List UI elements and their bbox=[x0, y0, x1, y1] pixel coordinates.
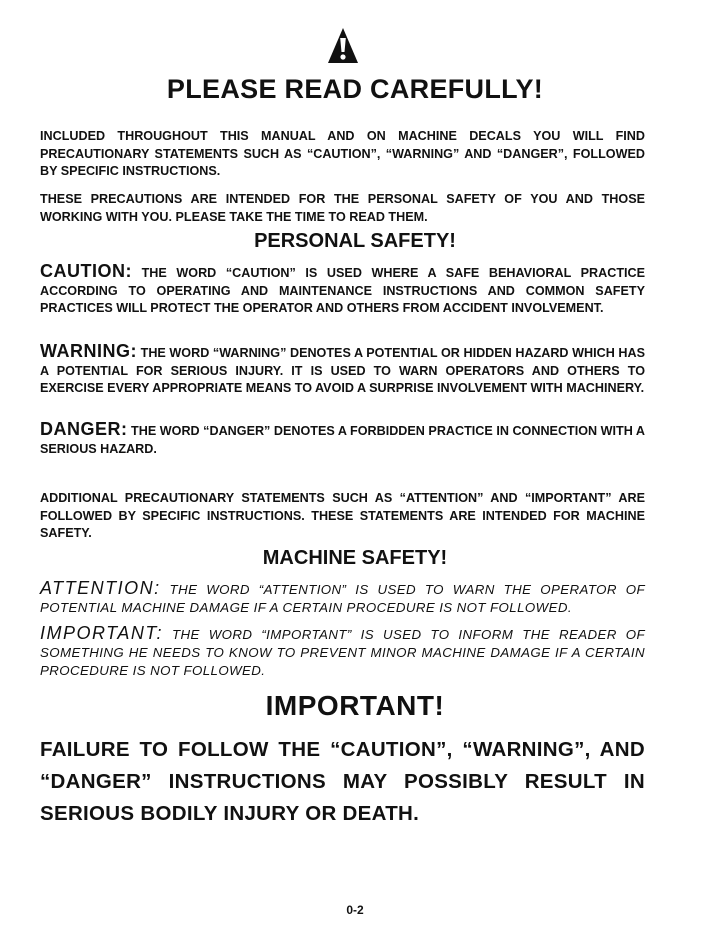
caution-paragraph bbox=[40, 263, 645, 318]
attention-paragraph bbox=[40, 579, 645, 617]
warning-paragraph bbox=[40, 343, 645, 398]
attention-term: ATTENTION: bbox=[40, 578, 161, 598]
additional-paragraph: ADDITIONAL PRECAUTIONARY STATEMENTS SUCH AS “ATTENTION” AND “IMPORTANT” ARE FOLLOWED BY SPECIFIC INSTRUCTIONS. THESE STATEMENTS ARE INTENDED FOR MACHINE SAFETY. bbox=[40, 491, 645, 540]
machine-safety-heading: MACHINE SAFETY! bbox=[262, 547, 448, 569]
caution-text: THE WORD “CAUTION” IS USED WHERE A SAFE BEHAVIORAL PRACTICE ACCORDING TO OPERATING AND MAINTENANCE INSTRUCTIONS AND COMMON SAFETY PRACTICES WILL PROTECT THE OPERATOR AND OTHERS FROM ACCIDENT INVOLVEMENT. bbox=[40, 266, 646, 315]
caution-term: CAUTION: bbox=[40, 261, 132, 281]
intro-paragraph-1: INCLUDED THROUGHOUT THIS MANUAL AND ON MACHINE DECALS YOU WILL FIND PRECAUTIONARY STATEMENTS SUCH AS “CAUTION”, “WARNING” AND “DANGER”, FOLLOWED BY SPECIFIC INSTRUCTIONS. bbox=[40, 129, 645, 178]
important-text: THE WORD “IMPORTANT” IS USED TO INFORM THE READER OF SOMETHING HE NEEDS TO KNOW TO PREVENT MINOR MACHINE DAMAGE IF A CERTAIN PROCEDURE IS NOT FOLLOWED. bbox=[40, 627, 645, 678]
personal-safety-heading: PERSONAL SAFETY! bbox=[254, 230, 456, 252]
page-number: 0-2 bbox=[346, 903, 364, 917]
important-notice-text: FAILURE TO FOLLOW THE “CAUTION”, “WARNING”, AND “DANGER” INSTRUCTIONS MAY POSSIBLY RESULT IN SERIOUS BODILY INJURY OR DEATH. bbox=[40, 738, 645, 825]
warning-term: WARNING: bbox=[40, 341, 137, 361]
danger-text: THE WORD “DANGER” DENOTES A FORBIDDEN PRACTICE IN CONNECTION WITH A SERIOUS HAZARD. bbox=[40, 424, 645, 456]
important-heading: IMPORTANT! bbox=[265, 690, 445, 721]
important-term: IMPORTANT: bbox=[40, 623, 163, 643]
page-title: PLEASE READ CAREFULLY! bbox=[166, 74, 544, 104]
warning-triangle-icon bbox=[327, 27, 359, 65]
danger-paragraph bbox=[40, 421, 645, 458]
important-paragraph bbox=[40, 624, 645, 680]
intro-paragraph-2: THESE PRECAUTIONS ARE INTENDED FOR THE PERSONAL SAFETY OF YOU AND THOSE WORKING WITH YOU. PLEASE TAKE THE TIME TO READ THEM. bbox=[40, 192, 645, 224]
warning-text: THE WORD “WARNING” DENOTES A POTENTIAL OR HIDDEN HAZARD WHICH HAS A POTENTIAL FOR SERIOUS INJURY. IT IS USED TO WARN OPERATORS AND OTHERS TO EXERCISE EVERY APPROPRIATE MEANS TO AVOID A SURPRISE INVOLVEMENT WITH MACHINERY. bbox=[40, 346, 646, 395]
danger-term: DANGER: bbox=[40, 419, 128, 439]
attention-text: THE WORD “ATTENTION” IS USED TO WARN THE OPERATOR OF POTENTIAL MACHINE DAMAGE IF A CERTAIN PROCEDURE IS NOT FOLLOWED. bbox=[40, 582, 645, 615]
